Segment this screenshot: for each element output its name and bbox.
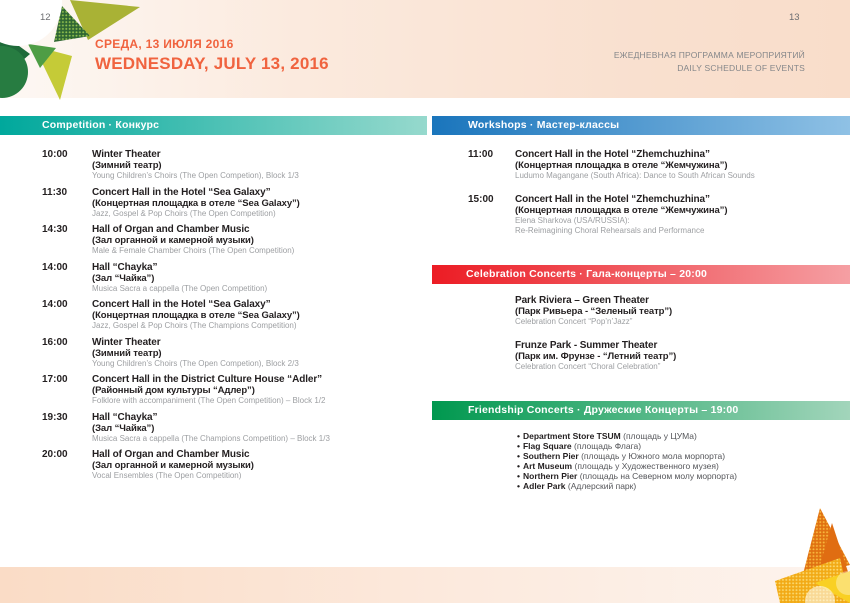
event-body — [92, 449, 254, 482]
event-body — [92, 374, 325, 407]
page-number-left: 12 — [40, 12, 51, 23]
friendship-venue-item — [517, 431, 847, 441]
event-venue-ru: (Парк Ривьера - “Зеленый театр”) — [515, 306, 673, 317]
event-venue-en: Park Riviera – Green Theater — [515, 295, 649, 306]
schedule-event — [42, 187, 424, 220]
event-description: Folklore with accompaniment (The Open Competition) – Block 1/2 — [92, 396, 326, 405]
event-body — [515, 194, 727, 237]
event-venue-ru: (Зал “Чайка”) — [92, 272, 155, 284]
event-description: Ludumo Magangane (South Africa): Dance to South African Sounds — [515, 171, 755, 180]
event-time: 16:00 — [42, 336, 68, 348]
event-body — [92, 337, 299, 370]
event-venue-ru: (Зал органной и камерной музыки) — [92, 460, 254, 471]
event-body — [515, 340, 676, 373]
event-venue-ru: (Районный дом культуры “Адлер”) — [92, 385, 255, 396]
event-venue-en: Hall of Organ and Chamber Music — [92, 224, 250, 235]
event-venue-en: Winter Theater — [92, 336, 161, 348]
date-title-en: WEDNESDAY, JULY 13, 2016 — [95, 54, 329, 73]
event-venue-en: Hall “Chayka” — [92, 261, 158, 273]
schedule-event — [42, 149, 424, 182]
section-bar-celebration: Celebration Concerts · Гала-концерты – 20:00 — [432, 265, 850, 284]
bullet-icon: • — [517, 461, 520, 471]
daily-schedule-label-ru: ЕЖЕДНЕВНАЯ ПРОГРАММА МЕРОПРИЯТИЙ — [613, 50, 805, 60]
venue-name: Department Store TSUM — [522, 431, 621, 441]
schedule-event — [468, 194, 848, 237]
date-title-ru: СРЕДА, 13 ИЮЛЯ 2016 — [95, 37, 234, 51]
venue-name: Art Museum — [522, 461, 573, 471]
event-time: 14:00 — [42, 299, 68, 310]
event-venue-ru: (Парк им. Фрунзе - “Летний театр”) — [515, 350, 677, 362]
venue-location-ru: (площадь у ЦУМа) — [623, 431, 697, 441]
event-body — [92, 412, 330, 445]
event-venue-ru: (Зал “Чайка”) — [92, 422, 155, 434]
event-body — [92, 187, 300, 220]
venue-location-ru: (площадь у Художественного музея) — [574, 461, 719, 471]
event-venue-en: Winter Theater — [92, 149, 161, 160]
page-number-right: 13 — [789, 12, 800, 23]
event-description: Musica Sacra a cappella (The Champions Competition) – Block 1/3 — [92, 433, 330, 443]
schedule-event — [468, 295, 848, 328]
event-time: 11:30 — [42, 186, 68, 198]
event-venue-ru: (Концертная площадка в отеле “Sea Galaxy”) — [92, 310, 300, 321]
event-time: 17:00 — [42, 374, 68, 385]
event-time: 14:30 — [42, 224, 68, 235]
schedule-event — [42, 224, 424, 257]
event-venue-en: Frunze Park - Summer Theater — [515, 339, 658, 351]
friendship-venue-item — [517, 441, 847, 451]
event-time: 20:00 — [42, 449, 68, 460]
friendship-venue-item — [517, 481, 847, 491]
event-time: 10:00 — [42, 149, 68, 160]
friendship-venue-item — [517, 461, 847, 471]
event-venue-ru: (Концертная площадка в отеле “Sea Galaxy”) — [92, 197, 300, 209]
friendship-venue-item — [517, 451, 847, 461]
section-bar-competition: Competition · Конкурс — [0, 116, 427, 135]
event-time: 11:00 — [468, 149, 494, 160]
venue-name: Adler Park — [522, 481, 566, 491]
event-time — [468, 340, 515, 373]
event-description: Male & Female Chamber Choirs (The Open Competition) — [92, 246, 295, 255]
event-venue-ru: (Зимний театр) — [92, 160, 162, 171]
bullet-icon: • — [517, 441, 520, 451]
event-time — [468, 295, 515, 328]
event-description: Celebration Concert “Pop’n’Jazz” — [515, 317, 633, 326]
event-body — [92, 299, 300, 332]
event-description: Vocal Ensembles (The Open Competition) — [92, 471, 242, 480]
venue-name: Flag Square — [522, 441, 572, 451]
friendship-venues-list — [517, 431, 847, 491]
schedule-event — [42, 412, 424, 445]
event-venue-en: Concert Hall in the Hotel “Zhemchuzhina” — [515, 149, 710, 160]
venue-location-ru: (площадь на Северном молу морпорта) — [579, 471, 738, 481]
event-body — [515, 295, 672, 328]
schedule-event — [468, 340, 848, 373]
event-venue-ru: (Зал органной и камерной музыки) — [92, 235, 254, 246]
event-venue-en: Concert Hall in the Hotel “Zhemchuzhina” — [515, 193, 710, 205]
event-venue-en: Concert Hall in the Hotel “Sea Galaxy” — [92, 299, 271, 310]
schedule-event — [468, 149, 848, 182]
event-body — [92, 262, 267, 295]
event-venue-en: Concert Hall in the District Culture House “Adler” — [92, 374, 323, 385]
celebration-events-list — [468, 295, 848, 384]
leaf-decoration-bottom-right — [720, 483, 850, 603]
event-venue-en: Hall of Organ and Chamber Music — [92, 449, 250, 460]
bullet-icon: • — [517, 431, 520, 441]
event-venue-en: Hall “Chayka” — [92, 411, 158, 423]
event-venue-ru: (Зимний театр) — [92, 347, 162, 359]
event-description: Young Children’s Choirs (The Open Competion), Block 2/3 — [92, 358, 299, 368]
venue-location-ru: (площадь Флага) — [574, 441, 642, 451]
event-venue-ru: (Концертная площадка в отеле “Жемчужина”) — [515, 204, 728, 216]
event-description: Jazz, Gospel & Pop Choirs (The Champions Competition) — [92, 321, 297, 330]
schedule-event — [42, 299, 424, 332]
bullet-icon: • — [517, 471, 520, 481]
event-description: Young Children’s Choirs (The Open Competion), Block 1/3 — [92, 171, 299, 180]
event-time: 19:30 — [42, 411, 68, 423]
schedule-event — [42, 337, 424, 370]
bullet-icon: • — [517, 451, 520, 461]
event-body — [92, 224, 294, 257]
bullet-icon: • — [517, 481, 520, 491]
venue-location-ru: (Адлерский парк) — [567, 481, 637, 491]
venue-name: Southern Pier — [522, 451, 579, 461]
event-description: Jazz, Gospel & Pop Choirs (The Open Competition) — [92, 208, 276, 218]
event-description: Celebration Concert “Choral Celebration” — [515, 361, 661, 371]
friendship-venue-item — [517, 471, 847, 481]
schedule-event — [42, 449, 424, 482]
event-body — [92, 149, 299, 182]
section-bar-friendship: Friendship Concerts · Дружеские Концерты – 19:00 — [432, 401, 850, 420]
event-description: Elena Sharkova (USA/RUSSIA): — [515, 215, 630, 225]
date-title — [95, 37, 329, 74]
section-bar-workshops: Workshops · Мастер-классы — [432, 116, 850, 135]
workshops-events-list — [468, 149, 848, 249]
event-time: 15:00 — [468, 193, 494, 205]
event-venue-en: Concert Hall in the Hotel “Sea Galaxy” — [92, 186, 271, 198]
competition-events-list — [42, 149, 424, 487]
event-description: Musica Sacra a cappella (The Open Competition) — [92, 283, 268, 293]
schedule-event — [42, 374, 424, 407]
event-body — [515, 149, 755, 182]
venue-location-ru: (площадь у Южного мола морпорта) — [581, 451, 726, 461]
event-time: 14:00 — [42, 261, 68, 273]
event-description-line2: Re-Reimagining Choral Rehearsals and Performance — [515, 226, 705, 235]
event-venue-ru: (Концертная площадка в отеле “Жемчужина”) — [515, 160, 728, 171]
daily-schedule-label-en: DAILY SCHEDULE OF EVENTS — [677, 63, 805, 73]
venue-name: Northern Pier — [522, 471, 578, 481]
schedule-event — [42, 262, 424, 295]
daily-schedule-label — [614, 49, 805, 75]
